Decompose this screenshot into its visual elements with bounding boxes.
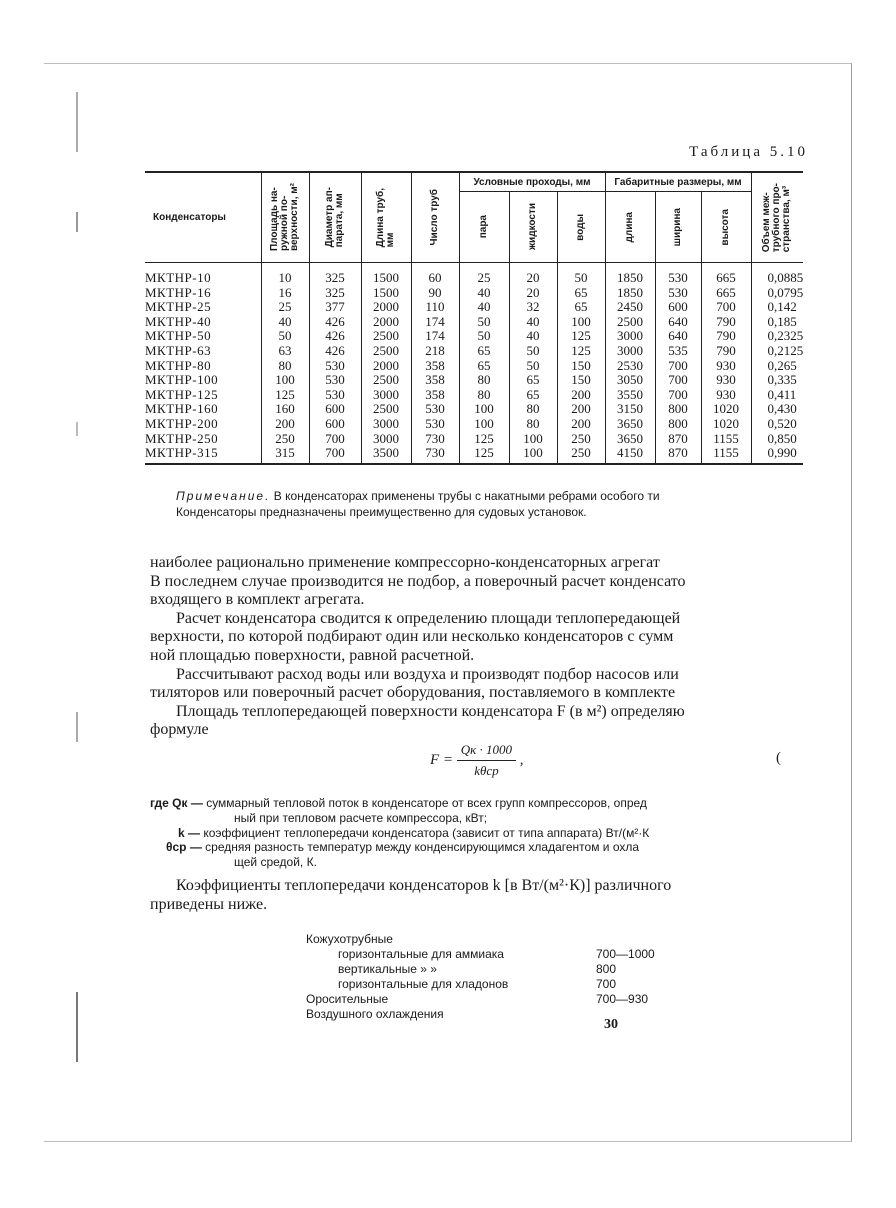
table-cell: 50 [557,263,605,286]
table-cell: 700 [655,388,701,403]
table-cell: 700 [701,300,751,315]
model-cell: МКТНР-80 [145,359,261,374]
table-cell: 80 [261,359,309,374]
coefficients-paragraph [150,876,792,914]
header-dims-height: высота [701,192,751,263]
table-cell: 1155 [701,446,751,464]
body-line: входящего в комплект агрегата. [150,591,365,609]
table-cell: 50 [459,315,509,330]
table-cell: 0,185 [751,315,803,330]
table-cell: 800 [655,402,701,417]
body-line: наиболее рационально применение компрессорно-конденсаторных агрегат [150,554,660,571]
table-title: Таблица 5.10 [689,144,808,160]
table-cell: 100 [459,402,509,417]
table-row [145,329,803,344]
list-item-value: 800 [596,962,617,976]
table-row [145,432,803,447]
list-item-label: Оросительные [306,992,389,1006]
table-cell: 250 [261,432,309,447]
table-cell: 80 [509,402,557,417]
formula-lhs: F = [430,751,454,768]
table-cell: 50 [261,329,309,344]
table-cell: 65 [459,344,509,359]
table-cell: 730 [411,432,459,447]
table-cell: 700 [309,432,361,447]
header-flow-group: Условные проходы, мм [459,172,605,192]
table-cell: 150 [557,359,605,374]
header-tubes: Число труб [411,172,459,263]
list-item-label: Воздушного охлаждения [306,1007,444,1021]
table-cell: 250 [557,446,605,464]
table-cell: 20 [509,286,557,301]
header-dims-width: ширина [655,192,701,263]
table-cell: 2450 [605,300,655,315]
table-cell: 25 [261,300,309,315]
table-cell: 100 [459,417,509,432]
table-cell: 2000 [361,359,411,374]
table-cell: 32 [509,300,557,315]
model-cell: МКТНР-125 [145,388,261,403]
table-cell: 790 [701,315,751,330]
list-item [306,977,686,992]
table-cell: 535 [655,344,701,359]
table-cell: 16 [261,286,309,301]
list-item-value: 700—1000 [596,947,655,961]
model-cell: МКТНР-160 [145,402,261,417]
table-cell: 930 [701,388,751,403]
table-cell: 3650 [605,417,655,432]
model-cell: МКТНР-100 [145,373,261,388]
def-text: коэффициент теплопередачи конденсатора (зависит от типа аппарата) Вт/(м²·К [203,825,650,840]
table-cell: 790 [701,329,751,344]
condenser-table [145,171,803,465]
note-line2: Конденсаторы предназначены преимущественно для судовых установок. [176,505,587,519]
table-cell: 150 [557,373,605,388]
table-cell: 800 [655,417,701,432]
table-cell: 530 [655,263,701,286]
header-area: Площадь на- ружной по- верхности, м² [261,172,309,263]
table-cell: 200 [557,388,605,403]
table-cell: 0,142 [751,300,803,315]
table-cell: 600 [309,417,361,432]
note-label: Примечание. [176,489,271,503]
table-cell: 125 [557,329,605,344]
table-row [145,417,803,432]
table-cell: 80 [459,373,509,388]
table-cell: 600 [655,300,701,315]
table-cell: 2000 [361,300,411,315]
def-text: суммарный тепловой поток в конденсаторе от всех групп компрессоров, опред [206,796,647,810]
table-row [145,286,803,301]
list-item [306,992,686,1007]
body-line: В последнем случае производится не подбор, а поверочный расчет конденсато [150,572,686,590]
table-row [145,359,803,374]
table-cell: 0,990 [751,446,803,464]
table-cell: 426 [309,315,361,330]
table-cell: 218 [411,344,459,359]
table-cell: 40 [509,315,557,330]
table-cell: 358 [411,373,459,388]
table-cell: 65 [557,286,605,301]
table-cell: 250 [557,432,605,447]
formula-denominator: kθср [474,763,499,778]
table-cell: 1850 [605,263,655,286]
body-text [150,554,792,740]
table-cell: 870 [655,432,701,447]
table-cell: 100 [509,432,557,447]
table-cell: 110 [411,300,459,315]
table-cell: 1850 [605,286,655,301]
table-cell: 125 [557,344,605,359]
model-cell: МКТНР-40 [145,315,261,330]
body-line: формуле [150,721,209,739]
header-volume: Объем меж- трубного про- странства, м³ [751,172,803,263]
table-cell: 2500 [361,344,411,359]
table-cell: 65 [509,388,557,403]
table-cell: 3050 [605,373,655,388]
table-cell: 700 [655,373,701,388]
table-row [145,402,803,417]
table-row [145,300,803,315]
header-dims-length: длина [605,192,655,263]
list-item-label: Кожухотрубные [306,932,393,946]
table-row [145,373,803,388]
header-flow-steam: пара [459,192,509,263]
table-cell: 1500 [361,263,411,286]
table-cell: 530 [655,286,701,301]
list-item [306,932,686,947]
table-cell: 125 [459,432,509,447]
table-cell: 1155 [701,432,751,447]
body-line: ной площадью поверхности, равной расчетной. [150,646,475,664]
coefficient-list [306,932,686,1022]
table-cell: 3150 [605,402,655,417]
table-cell: 3000 [605,329,655,344]
table-cell: 0,430 [751,402,803,417]
table-row [145,315,803,330]
table-cell: 358 [411,388,459,403]
table-cell: 1020 [701,417,751,432]
model-cell: МКТНР-315 [145,446,261,464]
table-cell: 25 [459,263,509,286]
table-cell: 2500 [361,402,411,417]
body-line: Расчет конденсатора сводится к определению площади теплопередающей [176,609,681,627]
table-cell: 90 [411,286,459,301]
table-cell: 426 [309,344,361,359]
table-cell: 40 [261,315,309,330]
body-line: тиляторов или поверочный расчет оборудования, поставляемого в комплекте [150,684,676,702]
table-cell: 40 [459,300,509,315]
table-cell: 0,265 [751,359,803,374]
table-cell: 665 [701,263,751,286]
note-line1: В конденсаторах применены трубы с накатными ребрами особого ти [273,489,660,503]
table-cell: 0,2125 [751,344,803,359]
table-cell: 1500 [361,286,411,301]
table-cell: 358 [411,359,459,374]
table-cell: 530 [411,402,459,417]
table-cell: 3550 [605,388,655,403]
table-row [145,446,803,464]
table-cell: 377 [309,300,361,315]
table-cell: 3650 [605,432,655,447]
body-line: Площадь теплопередающей поверхности конденсатора F (в м²) определяю [176,702,685,720]
table-cell: 20 [509,263,557,286]
table-cell: 700 [655,359,701,374]
header-diameter: Диаметр ап- парата, мм [309,172,361,263]
table-row [145,263,803,286]
table-cell: 3000 [605,344,655,359]
table-cell: 640 [655,329,701,344]
table-cell: 60 [411,263,459,286]
table-cell: 0,0795 [751,286,803,301]
table-cell: 65 [557,300,605,315]
body-line: Рассчитывают расход воды или воздуха и производят подбор насосов или [176,665,679,683]
para-line: приведены ниже. [150,896,268,913]
table-cell: 730 [411,446,459,464]
model-cell: МКТНР-63 [145,344,261,359]
def-key: θср — [166,840,202,855]
table-cell: 100 [557,315,605,330]
table-cell: 790 [701,344,751,359]
header-dims-group: Габаритные размеры, мм [605,172,751,192]
table-cell: 0,850 [751,432,803,447]
table-cell: 4150 [605,446,655,464]
def-cont: ный при тепловом расчете компрессора, кВт; [234,810,488,825]
table-cell: 40 [509,329,557,344]
list-item-label: горизонтальные для хладонов [338,977,509,991]
table-cell: 65 [509,373,557,388]
table-row [145,344,803,359]
table-cell: 870 [655,446,701,464]
model-cell: МКТНР-16 [145,286,261,301]
table-cell: 930 [701,359,751,374]
list-item-label: вертикальные » » [338,962,437,976]
table-cell: 0,520 [751,417,803,432]
header-condensers: Конденсаторы [145,172,261,263]
table-cell: 0,2325 [751,329,803,344]
table-cell: 160 [261,402,309,417]
table-cell: 640 [655,315,701,330]
table-cell: 40 [459,286,509,301]
para-line: Коэффициенты теплопередачи конденсаторов k [в Вт/(м²·К)] различного [176,877,672,894]
table-row [145,388,803,403]
table-cell: 2000 [361,315,411,330]
model-cell: МКТНР-250 [145,432,261,447]
table-cell: 0,0885 [751,263,803,286]
binding-edge [70,92,86,1102]
table-cell: 1020 [701,402,751,417]
table-cell: 50 [509,359,557,374]
table-body [145,263,803,464]
model-cell: МКТНР-25 [145,300,261,315]
table-cell: 2530 [605,359,655,374]
list-item-value: 700 [596,977,617,991]
table-cell: 65 [459,359,509,374]
table-cell: 174 [411,329,459,344]
table-cell: 100 [509,446,557,464]
table-cell: 700 [309,446,361,464]
header-flow-water: воды [557,192,605,263]
table-cell: 426 [309,329,361,344]
table-cell: 315 [261,446,309,464]
table-cell: 200 [557,402,605,417]
table-cell: 80 [509,417,557,432]
table-cell: 665 [701,286,751,301]
formula-fraction [457,742,516,779]
table-cell: 3500 [361,446,411,464]
table-cell: 2500 [605,315,655,330]
table-cell: 3000 [361,417,411,432]
body-line: верхности, по которой подбирают один или несколько конденсаторов с сумм [150,628,674,646]
formula-tail: , [519,751,524,768]
table-cell: 125 [261,388,309,403]
equation-number: ( [776,750,781,766]
page-number: 30 [604,1017,618,1032]
list-item [306,947,686,962]
table-cell: 174 [411,315,459,330]
def-cont: щей средой, К. [234,855,317,870]
table-cell: 125 [459,446,509,464]
table-cell: 3000 [361,388,411,403]
table-cell: 80 [459,388,509,403]
table-cell: 600 [309,402,361,417]
table-cell: 63 [261,344,309,359]
model-cell: МКТНР-10 [145,263,261,286]
def-key: k — [178,825,201,840]
table-cell: 2500 [361,373,411,388]
table-cell: 530 [309,373,361,388]
table-cell: 325 [309,286,361,301]
list-item [306,962,686,977]
table-cell: 2500 [361,329,411,344]
table-cell: 3000 [361,432,411,447]
table-cell: 200 [557,417,605,432]
table-cell: 50 [509,344,557,359]
table-cell: 930 [701,373,751,388]
area-formula [430,742,524,779]
table-cell: 0,411 [751,388,803,403]
header-length: Длина труб, мм [361,172,411,263]
table-cell: 50 [459,329,509,344]
list-item-value: 700—930 [596,992,649,1006]
table-cell: 200 [261,417,309,432]
def-text: средняя разность температур между конденсирующимся хладагентом и охла [205,840,640,855]
table-cell: 530 [309,388,361,403]
formula-numerator: Qк · 1000 [457,742,516,761]
table-cell: 530 [309,359,361,374]
table-note [176,488,816,520]
model-cell: МКТНР-200 [145,417,261,432]
table-cell: 530 [411,417,459,432]
table-cell: 325 [309,263,361,286]
table-cell: 0,335 [751,373,803,388]
table-cell: 10 [261,263,309,286]
list-item [306,1007,686,1022]
model-cell: МКТНР-50 [145,329,261,344]
header-flow-liquid: жидкости [509,192,557,263]
def-key: где Qк — [150,796,203,810]
formula-definitions [150,796,792,870]
table-cell: 100 [261,373,309,388]
list-item-label: горизонтальные для аммиака [338,947,504,961]
